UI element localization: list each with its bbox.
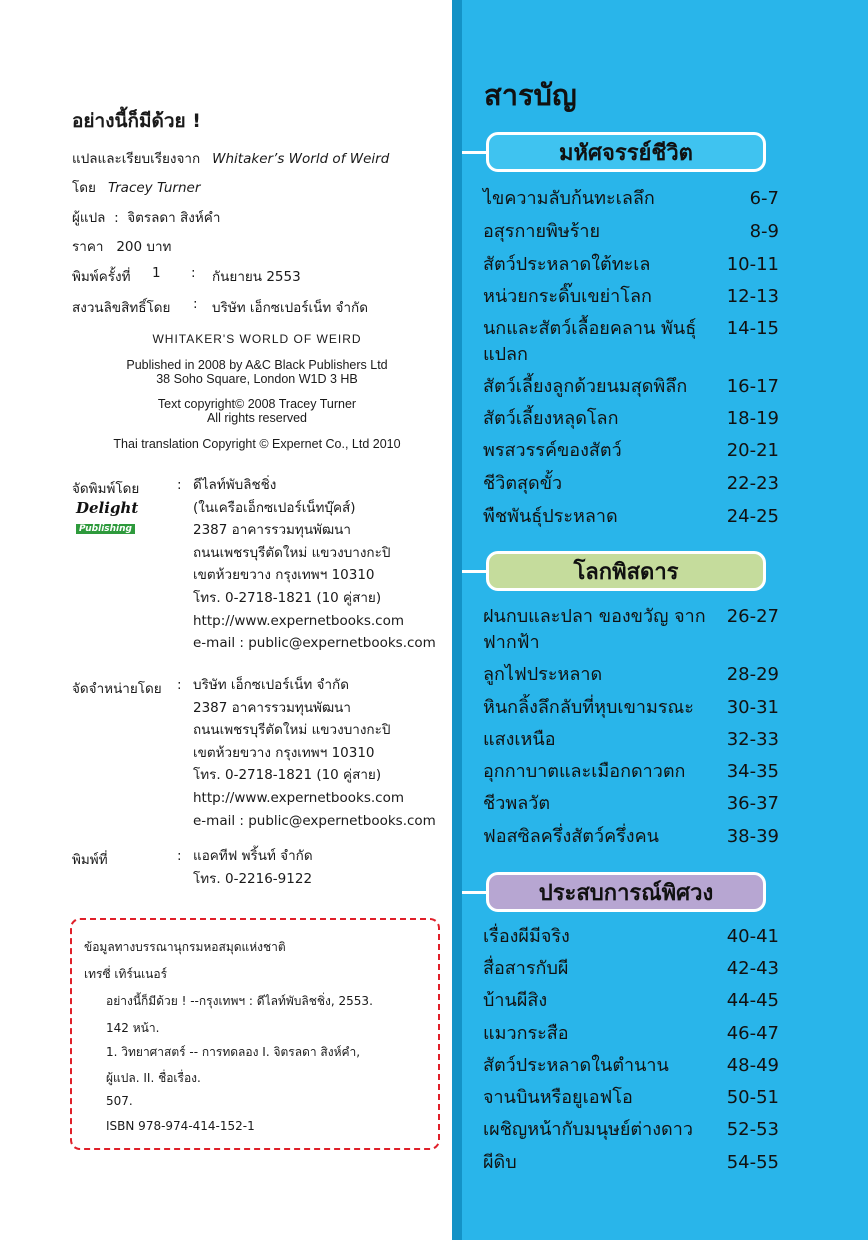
toc-entry-title: สื่อสารกับผี xyxy=(483,958,569,979)
distributor-colon: : xyxy=(177,677,182,693)
distributor-line: e-mail : public@expernetbooks.com xyxy=(193,812,436,829)
english-copyright-line-2: All rights reserved xyxy=(206,411,308,425)
toc-entry-title: ฟอสซิลครึ่งสัตว์ครึ่งคน xyxy=(483,826,659,847)
toc-entry-pages: 22-23 xyxy=(726,473,779,494)
toc-entry xyxy=(483,374,779,400)
printer-line: แอคทีฟ พริ้นท์ จำกัด xyxy=(193,848,313,864)
publisher-line: 2387 อาคารรวมทุนพัฒนา xyxy=(193,522,351,539)
translated-from-row xyxy=(72,147,389,169)
toc-entry-title: ฝนกบและปลา ของขวัญ จากฟากฟ้า xyxy=(483,606,706,653)
translator-row xyxy=(72,206,220,228)
translated-from-label: แปลและเรียบเรียงจาก xyxy=(72,151,201,167)
toc-entry-title: สัตว์เลี้ยงหลุดโลก xyxy=(483,408,619,429)
toc-entry-pages: 32-33 xyxy=(726,729,779,750)
cip-class-number: 507. xyxy=(106,1094,133,1108)
toc-entry xyxy=(483,252,779,278)
english-publisher-line-1: Published in 2008 by A&C Black Publishers Ltd xyxy=(126,358,388,372)
cip-title-line: อย่างนี้ก็มีด้วย ! --กรุงเทพฯ : ดีไลท์พับลิชชิ่ง, 2553. xyxy=(106,994,373,1008)
printer-line: โทร. 0-2216-9122 xyxy=(193,870,313,887)
publisher-colon: : xyxy=(177,477,182,493)
publisher-line: โทร. 0-2718-1821 (10 คู่สาย) xyxy=(193,589,382,606)
print-colon: : xyxy=(191,265,196,281)
thai-translation-copyright: Thai translation Copyright © Expernet Co., Ltd 2010 xyxy=(113,437,401,451)
cip-pages: 142 หน้า. xyxy=(106,1021,160,1035)
rights-colon: : xyxy=(193,296,198,312)
english-publisher-line-2: 38 Soho Square, London W1D 3 HB xyxy=(156,372,358,386)
delight-publishing-logo xyxy=(76,500,142,532)
toc-entry xyxy=(483,662,779,688)
publisher-line: (ในเครือเอ็กซเปอร์เน็ทบุ๊คส์) xyxy=(193,499,356,516)
toc-entry-pages: 36-37 xyxy=(726,793,779,814)
toc-entry xyxy=(483,186,779,212)
translator-name: จิตรลดา สิงห์คำ xyxy=(127,210,221,226)
section-heading: โลกพิสดาร xyxy=(486,551,766,591)
toc-entry xyxy=(483,988,779,1014)
toc-entry xyxy=(483,604,779,656)
toc-entry-title: สัตว์เลี้ยงลูกด้วยนมสุดพิลึก xyxy=(483,376,688,397)
rights-label: สงวนลิขสิทธิ์โดย xyxy=(72,300,171,316)
toc-entry-title: ผีดิบ xyxy=(483,1152,517,1173)
toc-entry-pages: 18-19 xyxy=(726,408,779,429)
toc-entry-pages: 28-29 xyxy=(726,664,779,685)
toc-entry-title: หินกลิ้งลึกลับที่หุบเขามรณะ xyxy=(483,697,694,718)
toc-entry-title: จานบินหรือยูเอฟโอ xyxy=(483,1087,633,1108)
print-date: กันยายน 2553 xyxy=(212,269,301,285)
toc-entry xyxy=(483,1085,779,1111)
toc-entry xyxy=(483,504,779,530)
price-row xyxy=(72,235,171,257)
publisher-label: จัดพิมพ์โดย xyxy=(72,481,140,497)
toc-entry-pages: 16-17 xyxy=(726,376,779,397)
toc-entry-title: แมวกระสือ xyxy=(483,1023,569,1044)
translator-label: ผู้แปล xyxy=(72,210,106,226)
print-number: 1 xyxy=(152,265,161,281)
publisher-line: ถนนเพชรบุรีตัดใหม่ แขวงบางกะปิ xyxy=(193,544,391,561)
printer-colon: : xyxy=(177,848,182,864)
toc-entry-pages: 30-31 xyxy=(726,697,779,718)
rights-holder: บริษัท เอ็กซเปอร์เน็ท จำกัด xyxy=(212,300,368,316)
toc-entry xyxy=(483,316,779,368)
toc-entry-pages: 46-47 xyxy=(726,1023,779,1044)
distributor-line: http://www.expernetbooks.com xyxy=(193,789,404,806)
logo-word-publishing: Publishing xyxy=(76,524,135,534)
toc-entry-pages: 38-39 xyxy=(726,826,779,847)
toc-entry xyxy=(483,695,779,721)
toc-entry-title: พรสวรรค์ของสัตว์ xyxy=(483,440,622,461)
print-label: พิมพ์ครั้งที่ xyxy=(72,269,131,285)
toc-entry-pages: 34-35 xyxy=(726,761,779,782)
toc-entry xyxy=(483,1021,779,1047)
toc-entry xyxy=(483,924,779,950)
toc-entry-title: หน่วยกระดิ๊บเขย่าโลก xyxy=(483,286,652,307)
distributor-label: จัดจำหน่ายโดย xyxy=(72,681,162,697)
toc-entry xyxy=(483,727,779,753)
toc-entry-pages: 24-25 xyxy=(726,506,779,527)
price-label: ราคา xyxy=(72,239,104,255)
distributor-line: โทร. 0-2718-1821 (10 คู่สาย) xyxy=(193,767,382,784)
toc-entry-title: เรื่องผีมีจริง xyxy=(483,926,570,947)
toc-entry-title: สัตว์ประหลาดในตำนาน xyxy=(483,1055,669,1076)
book-title: อย่างนี้ก็มีด้วย ! xyxy=(72,110,201,132)
printer-details xyxy=(193,845,313,890)
toc-entry xyxy=(483,1053,779,1079)
toc-entry-title: ชีวพลวัต xyxy=(483,793,551,814)
toc-entry xyxy=(483,406,779,432)
toc-entry xyxy=(483,791,779,817)
toc-entry-pages: 42-43 xyxy=(726,958,779,979)
toc-entry-title: สัตว์ประหลาดใต้ทะเล xyxy=(483,254,651,275)
publisher-address xyxy=(193,474,436,655)
distributor-line: 2387 อาคารรวมทุนพัฒนา xyxy=(193,699,351,716)
print-row xyxy=(72,265,130,287)
toc-entry-title: ไขความลับก้นทะเลลึก xyxy=(483,188,655,209)
price-value: 200 บาท xyxy=(116,239,172,255)
toc-entry xyxy=(483,1117,779,1143)
toc-entry-title: พืชพันธุ์ประหลาด xyxy=(483,506,618,527)
toc-entry xyxy=(483,759,779,785)
printer-label: พิมพ์ที่ xyxy=(72,852,108,868)
toc-entry-pages: 26-27 xyxy=(726,606,779,627)
cip-author: เทรซี่ เทิร์นเนอร์ xyxy=(84,967,168,981)
section-heading: ประสบการณ์พิศวง xyxy=(486,872,766,912)
toc-entry-title: ชีวิตสุดขั้ว xyxy=(483,473,563,494)
distributor-line: บริษัท เอ็กซเปอร์เน็ท จำกัด xyxy=(193,677,349,693)
cip-subjects: 1. วิทยาศาสตร์ -- การทดลอง I. จิตรลดา สิงห์คำ, xyxy=(106,1045,361,1059)
author-label: โดย xyxy=(72,180,96,196)
toc-entry xyxy=(483,471,779,497)
logo-word-delight: Delight xyxy=(76,499,139,517)
toc-entry-title: บ้านผีสิง xyxy=(483,990,548,1011)
toc-entry xyxy=(483,219,779,245)
cip-heading: ข้อมูลทางบรรณานุกรมหอสมุดแห่งชาติ xyxy=(84,940,286,954)
toc-entry-pages: 8-9 xyxy=(749,221,779,242)
toc-entry-title: ลูกไฟประหลาด xyxy=(483,664,603,685)
toc-entry-title: นกและสัตว์เลื้อยคลาน พันธุ์แปลก xyxy=(483,318,697,365)
cip-isbn: ISBN 978-974-414-152-1 xyxy=(106,1119,255,1133)
toc-entry-title: อุกกาบาตและเมือกดาวตก xyxy=(483,761,686,782)
section-heading: มหัศจรรย์ชีวิต xyxy=(486,132,766,172)
distributor-line: เขตห้วยขวาง กรุงเทพฯ 10310 xyxy=(193,744,375,761)
toc-entry-pages: 10-11 xyxy=(726,254,779,275)
toc-panel-edge xyxy=(452,0,462,1240)
english-copyright-line-1: Text copyright© 2008 Tracey Turner xyxy=(157,397,357,411)
toc-entry-pages: 44-45 xyxy=(726,990,779,1011)
original-title: Whitaker’s World of Weird xyxy=(212,151,390,167)
toc-entry-pages: 54-55 xyxy=(726,1152,779,1173)
publisher-line: http://www.expernetbooks.com xyxy=(193,612,404,629)
toc-entry-pages: 40-41 xyxy=(726,926,779,947)
translator-colon: : xyxy=(114,210,119,226)
toc-entry-pages: 20-21 xyxy=(726,440,779,461)
toc-entry-pages: 14-15 xyxy=(726,318,779,339)
toc-entry xyxy=(483,438,779,464)
toc-entry xyxy=(483,1150,779,1176)
toc-title: สารบัญ xyxy=(484,78,577,112)
publisher-line: เขตห้วยขวาง กรุงเทพฯ 10310 xyxy=(193,567,375,584)
english-title: WHITAKER'S WORLD OF WEIRD xyxy=(152,332,362,346)
distributor-line: ถนนเพชรบุรีตัดใหม่ แขวงบางกะปิ xyxy=(193,722,391,739)
toc-entry-title: แสงเหนือ xyxy=(483,729,556,750)
toc-entry-pages: 48-49 xyxy=(726,1055,779,1076)
author-name: Tracey Turner xyxy=(107,180,201,196)
toc-entry xyxy=(483,284,779,310)
toc-entry-pages: 12-13 xyxy=(726,286,779,307)
author-row xyxy=(72,176,200,198)
publisher-line: ดีไลท์พับลิชชิ่ง xyxy=(193,477,277,493)
toc-entry xyxy=(483,956,779,982)
publisher-line: e-mail : public@expernetbooks.com xyxy=(193,635,436,652)
toc-entry-title: อสุรกายพิษร้าย xyxy=(483,221,601,242)
toc-entry xyxy=(483,824,779,850)
toc-entry-pages: 6-7 xyxy=(749,188,779,209)
toc-entry-pages: 50-51 xyxy=(726,1087,779,1108)
toc-entry-title: เผชิญหน้ากับมนุษย์ต่างดาว xyxy=(483,1119,693,1140)
toc-entry-pages: 52-53 xyxy=(726,1119,779,1140)
distributor-address xyxy=(193,674,436,832)
cip-subjects-cont: ผู้แปล. II. ชื่อเรื่อง. xyxy=(106,1071,201,1085)
